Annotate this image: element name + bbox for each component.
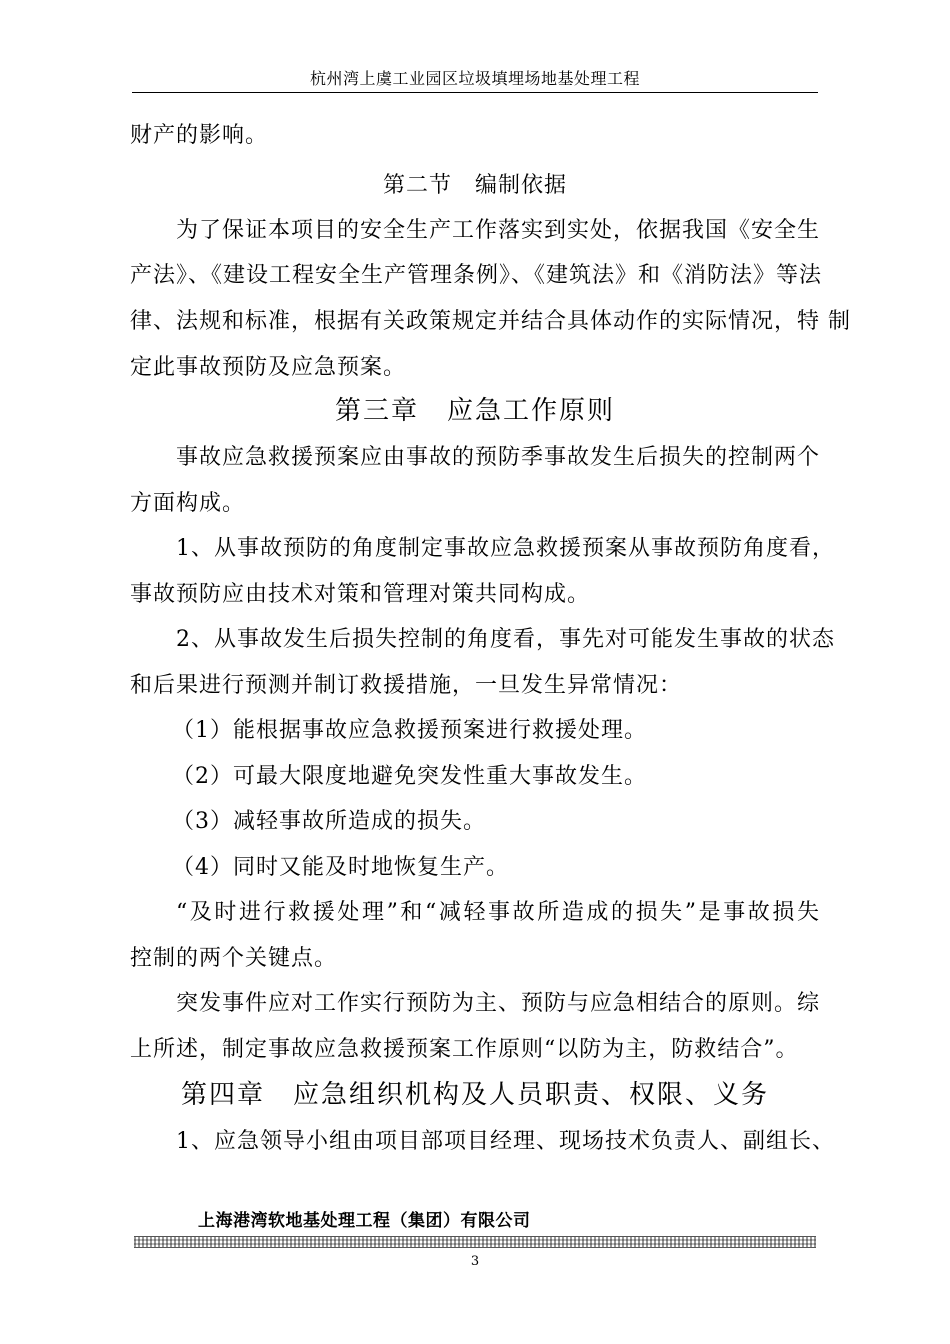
page-number: 3 (470, 1254, 480, 1269)
body-line: 律、法规和标准，根据有关政策规定并结合具体动作的实际情况，特 制 (130, 309, 851, 334)
body-line: 1、应急领导小组由项目部项目经理、现场技术负责人、副组长、 (176, 1129, 835, 1154)
header-rule (132, 92, 818, 93)
chapter-title: 第四章 应急组织机构及人员职责、权限、义务 (180, 1080, 769, 1110)
section-title: 第二节 编制依据 (382, 173, 567, 198)
body-line: “及时进行救援处理”和“减轻事故所造成的损失”是事故损失 (176, 900, 820, 925)
body-line: 2、从事故发生后损失控制的角度看，事先对可能发生事故的状态 (176, 627, 835, 652)
body-line: 财产的影响。 (130, 123, 269, 148)
list-item: （4）同时又能及时地恢复生产。 (172, 855, 509, 880)
body-line: 事故应急救援预案应由事故的预防季事故发生后损失的控制两个 (176, 445, 821, 470)
chapter-title: 第三章 应急工作原则 (334, 396, 615, 426)
body-line: 和后果进行预测并制订救援措施，一旦发生异常情况： (130, 673, 683, 698)
body-line: 1、从事故预防的角度制定事故应急救援预案从事故预防角度看， (176, 536, 835, 561)
body-line: 突发事件应对工作实行预防为主、预防与应急相结合的原则。综 (176, 991, 821, 1016)
body-line: 上所述，制定事故应急救援预案工作原则“以防为主，防救结合”。 (130, 1037, 799, 1062)
body-line: 方面构成。 (130, 491, 246, 516)
page-header: 杭州湾上虞工业园区垃圾填埋场地基处理工程 (309, 69, 640, 88)
list-item: （1）能根据事故应急救援预案进行救援处理。 (172, 718, 647, 743)
list-item: （3）减轻事故所造成的损失。 (172, 809, 486, 834)
body-line: 为了保证本项目的安全生产工作落实到实处，依据我国《安全生 (176, 218, 821, 243)
footer-company-name: 上海港湾软地基处理工程（集团）有限公司 (198, 1211, 531, 1231)
body-line: 定此事故预防及应急预案。 (130, 355, 407, 380)
body-line: 事故预防应由技术对策和管理对策共同构成。 (130, 582, 591, 607)
footer-decorative-bar (134, 1236, 816, 1248)
list-item: （2）可最大限度地避免突发性重大事故发生。 (172, 764, 647, 789)
body-line: 产法》、《建设工程安全生产管理条例》、《建筑法》和《消防法》等法 (130, 263, 823, 288)
body-line: 控制的两个关键点。 (130, 946, 338, 971)
